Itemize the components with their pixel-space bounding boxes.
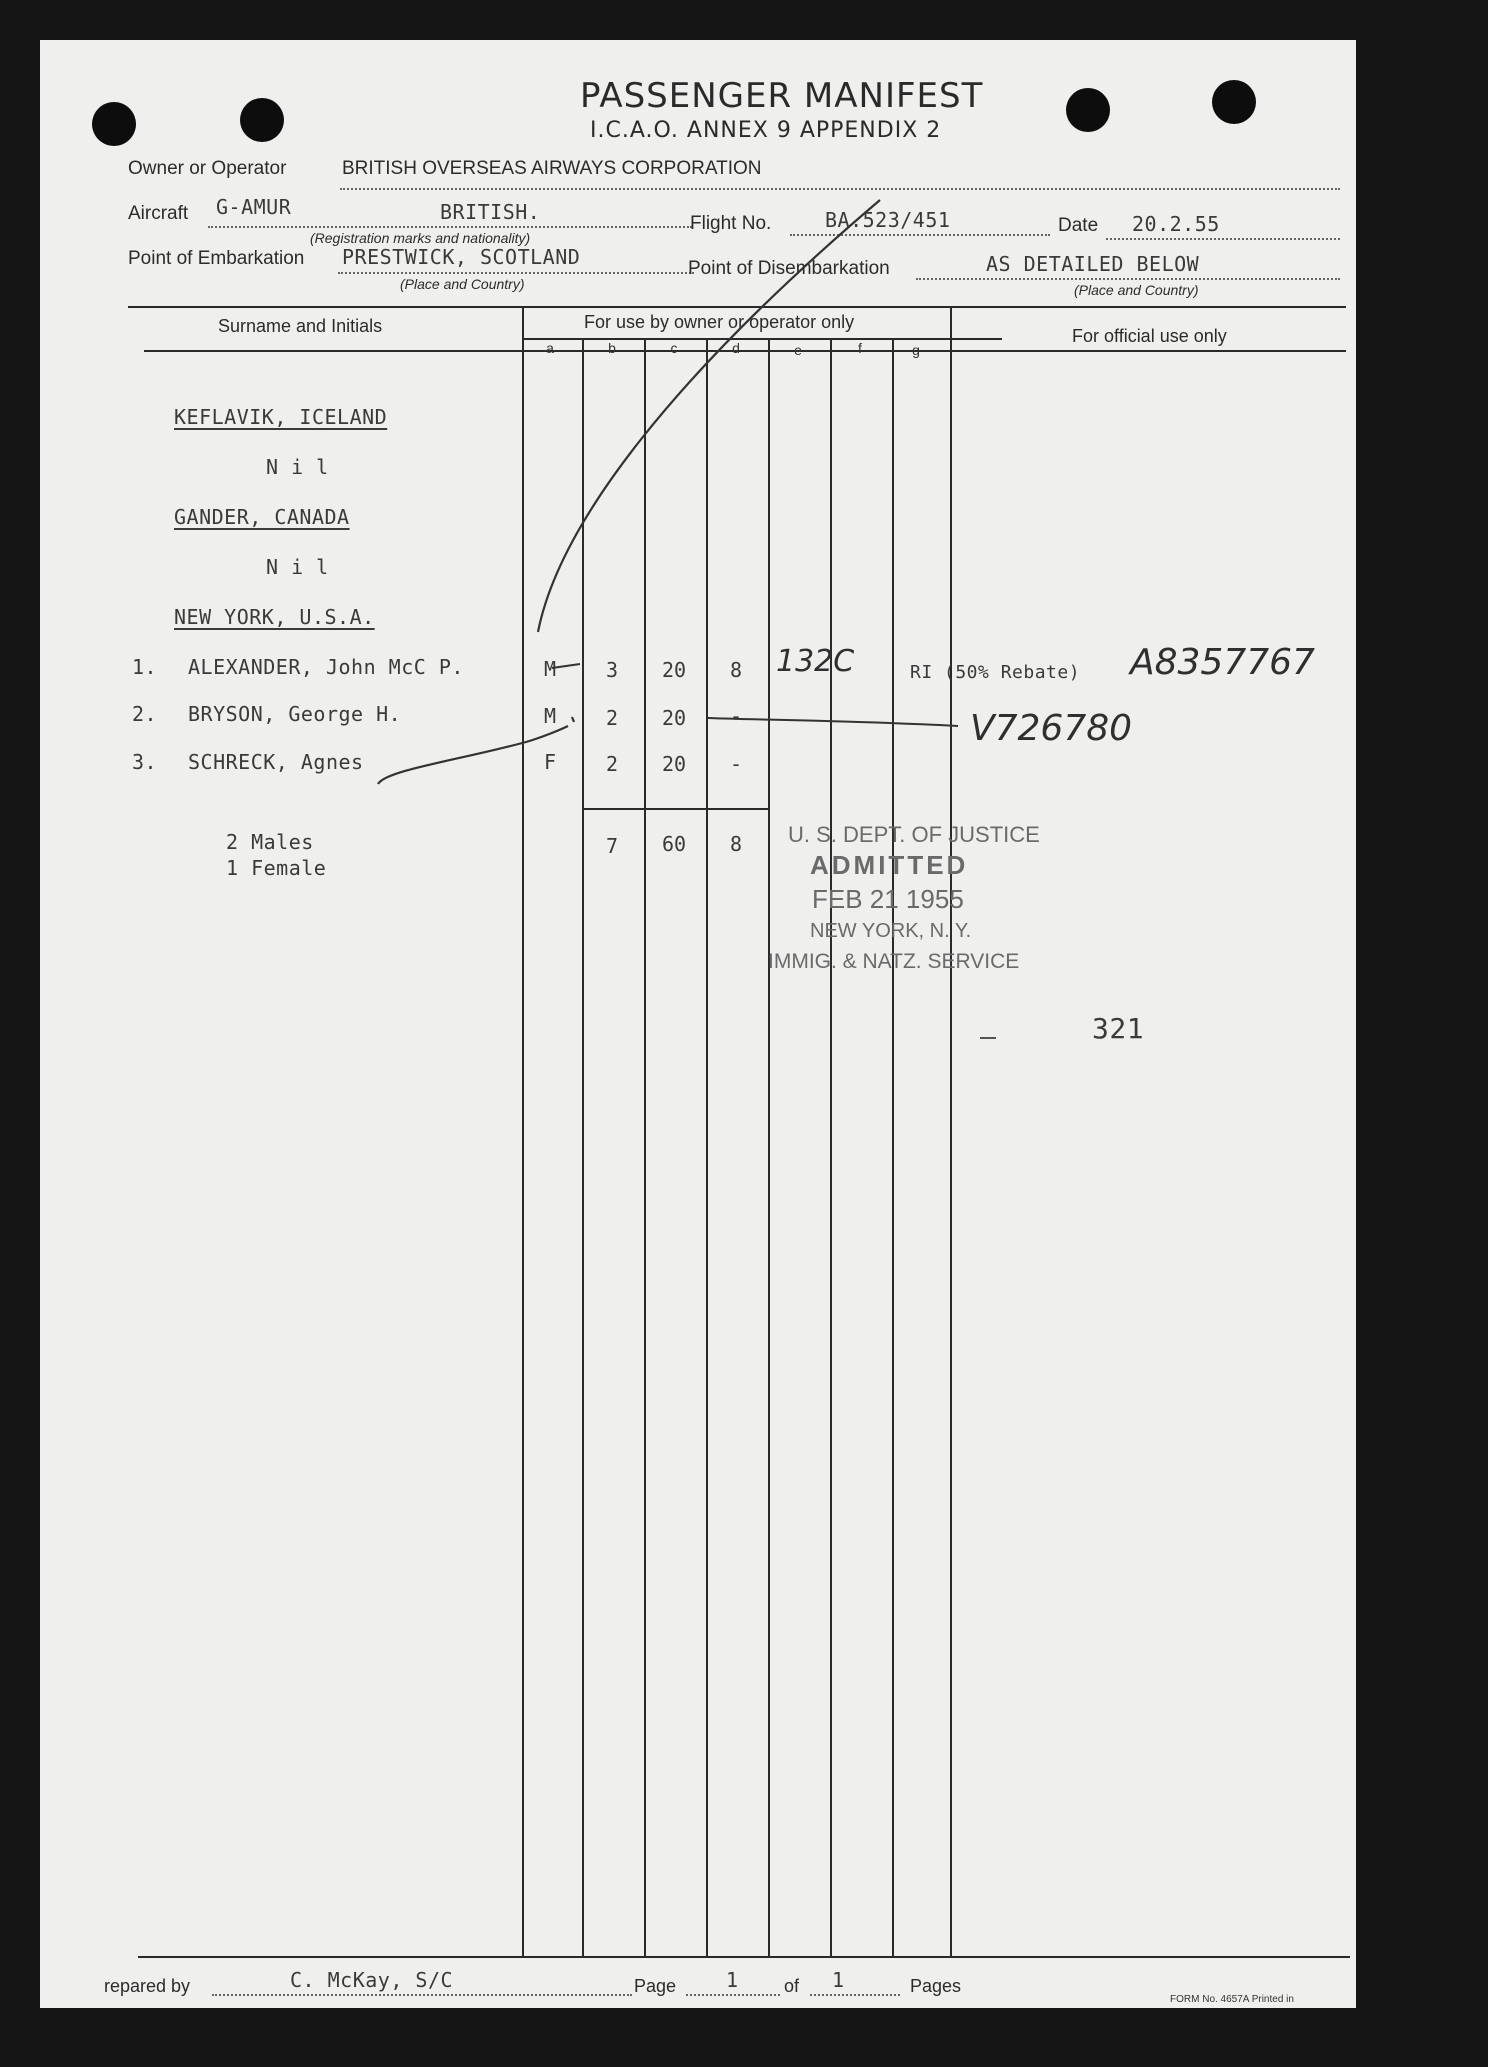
total-males: 2 Males <box>226 830 314 854</box>
pages-label: Pages <box>910 1976 962 1996</box>
form-number: FORM No. 4657A Printed in <box>1170 1994 1294 2005</box>
passenger-col-b: 2 <box>605 752 619 776</box>
handwritten-code: 132C <box>776 644 855 679</box>
passenger-col-c: 20 <box>661 658 687 682</box>
footer-rule <box>138 1956 1350 1958</box>
embarkation-caption: (Place and Country) <box>400 276 525 292</box>
surname-column-header: Surname and Initials <box>218 316 383 336</box>
prepared-by-value: C. McKay, S/C <box>290 1968 454 1992</box>
stamp-line-1: U. S. DEPT. OF JUSTICE <box>788 822 1040 847</box>
passenger-col-b: 3 <box>605 658 619 682</box>
page-label: Page <box>634 1976 677 1996</box>
column-a-label: a <box>546 340 554 356</box>
official-use-header: For official use only <box>1072 326 1227 346</box>
column-f-label: f <box>858 340 862 356</box>
passenger-sex: M <box>543 704 557 728</box>
passenger-col-d: 8 <box>729 658 743 682</box>
section-keflavik-none: N i l <box>266 455 329 479</box>
page-mark-number: 321 <box>1092 1012 1145 1045</box>
aircraft-label: Aircraft <box>128 203 189 224</box>
column-b-label: b <box>608 340 616 356</box>
manifest-page <box>40 40 1356 2008</box>
date-value: 20.2.55 <box>1132 212 1220 236</box>
column-e-label: e <box>794 342 802 358</box>
total-col-c: 60 <box>661 832 687 856</box>
flight-no-label: Flight No. <box>690 213 772 234</box>
alien-registration-1: A8357767 <box>1130 642 1315 683</box>
page-number: 1 <box>726 1968 739 1992</box>
passenger-name: ALEXANDER, John McC P. <box>188 655 464 679</box>
passenger-sex: M <box>543 657 557 681</box>
disembarkation-value: AS DETAILED BELOW <box>986 252 1200 276</box>
section-keflavik: KEFLAVIK, ICELAND <box>174 405 388 429</box>
date-label: Date <box>1058 215 1099 236</box>
passenger-col-c: 20 <box>661 706 687 730</box>
form-title: PASSENGER MANIFEST <box>580 76 984 116</box>
disembarkation-label: Point of Disembarkation <box>688 258 890 279</box>
page-total: 1 <box>832 1968 845 1992</box>
prepared-by-label: repared by <box>104 1976 191 1996</box>
aircraft-nationality: BRITISH. <box>440 200 541 224</box>
passenger-number: 3. <box>132 750 158 774</box>
passenger-sex: F <box>543 750 557 774</box>
section-new-york: NEW YORK, U.S.A. <box>174 605 375 629</box>
alien-registration-2: V726780 <box>970 708 1133 749</box>
total-col-d: 8 <box>729 832 743 856</box>
column-d-label: d <box>732 340 740 356</box>
stamp-line-5: IMMIG. & NATZ. SERVICE <box>768 950 1020 973</box>
column-g-label: g <box>912 342 920 358</box>
passenger-col-d: - <box>729 752 743 776</box>
total-col-b: 7 <box>605 834 619 858</box>
prepared-dotted-line <box>212 1994 632 1996</box>
passenger-col-d: - <box>729 704 743 728</box>
page-dotted-line <box>686 1994 780 1996</box>
aircraft-registration: G-AMUR <box>216 195 292 219</box>
passenger-col-b: 2 <box>605 706 619 730</box>
passenger-number: 1. <box>132 655 158 679</box>
owner-label: Owner or Operator <box>128 158 287 179</box>
passenger-name: BRYSON, George H. <box>188 702 402 726</box>
pen-strokes <box>40 40 1356 2008</box>
column-c-label: c <box>670 340 678 356</box>
passenger-number: 2. <box>132 702 158 726</box>
form-subtitle: I.C.A.O. ANNEX 9 APPENDIX 2 <box>590 118 942 143</box>
total-females: 1 Female <box>226 856 327 880</box>
disembarkation-caption: (Place and Country) <box>1074 282 1199 298</box>
section-gander-none: N i l <box>266 555 329 579</box>
passenger-name: SCHRECK, Agnes <box>188 750 364 774</box>
of-label: of <box>784 1976 800 1996</box>
stamp-line-4: NEW YORK, N. Y. <box>810 920 972 942</box>
stamp-line-2: ADMITTED <box>810 850 969 880</box>
owner-value: BRITISH OVERSEAS AIRWAYS CORPORATION <box>342 158 762 179</box>
stamp-line-3: FEB 21 1955 <box>812 884 964 914</box>
owner-use-header: For use by owner or operator only <box>584 312 855 332</box>
passenger-col-c: 20 <box>661 752 687 776</box>
registration-caption: (Registration marks and nationality) <box>310 230 531 246</box>
flight-no-value: BA.523/451 <box>825 208 951 232</box>
rebate-note: RI (50% Rebate) <box>910 662 1081 683</box>
embarkation-value: PRESTWICK, SCOTLAND <box>342 245 581 269</box>
section-gander: GANDER, CANADA <box>174 505 350 529</box>
pages-dotted-line <box>810 1994 900 1996</box>
embarkation-label: Point of Embarkation <box>128 248 305 269</box>
